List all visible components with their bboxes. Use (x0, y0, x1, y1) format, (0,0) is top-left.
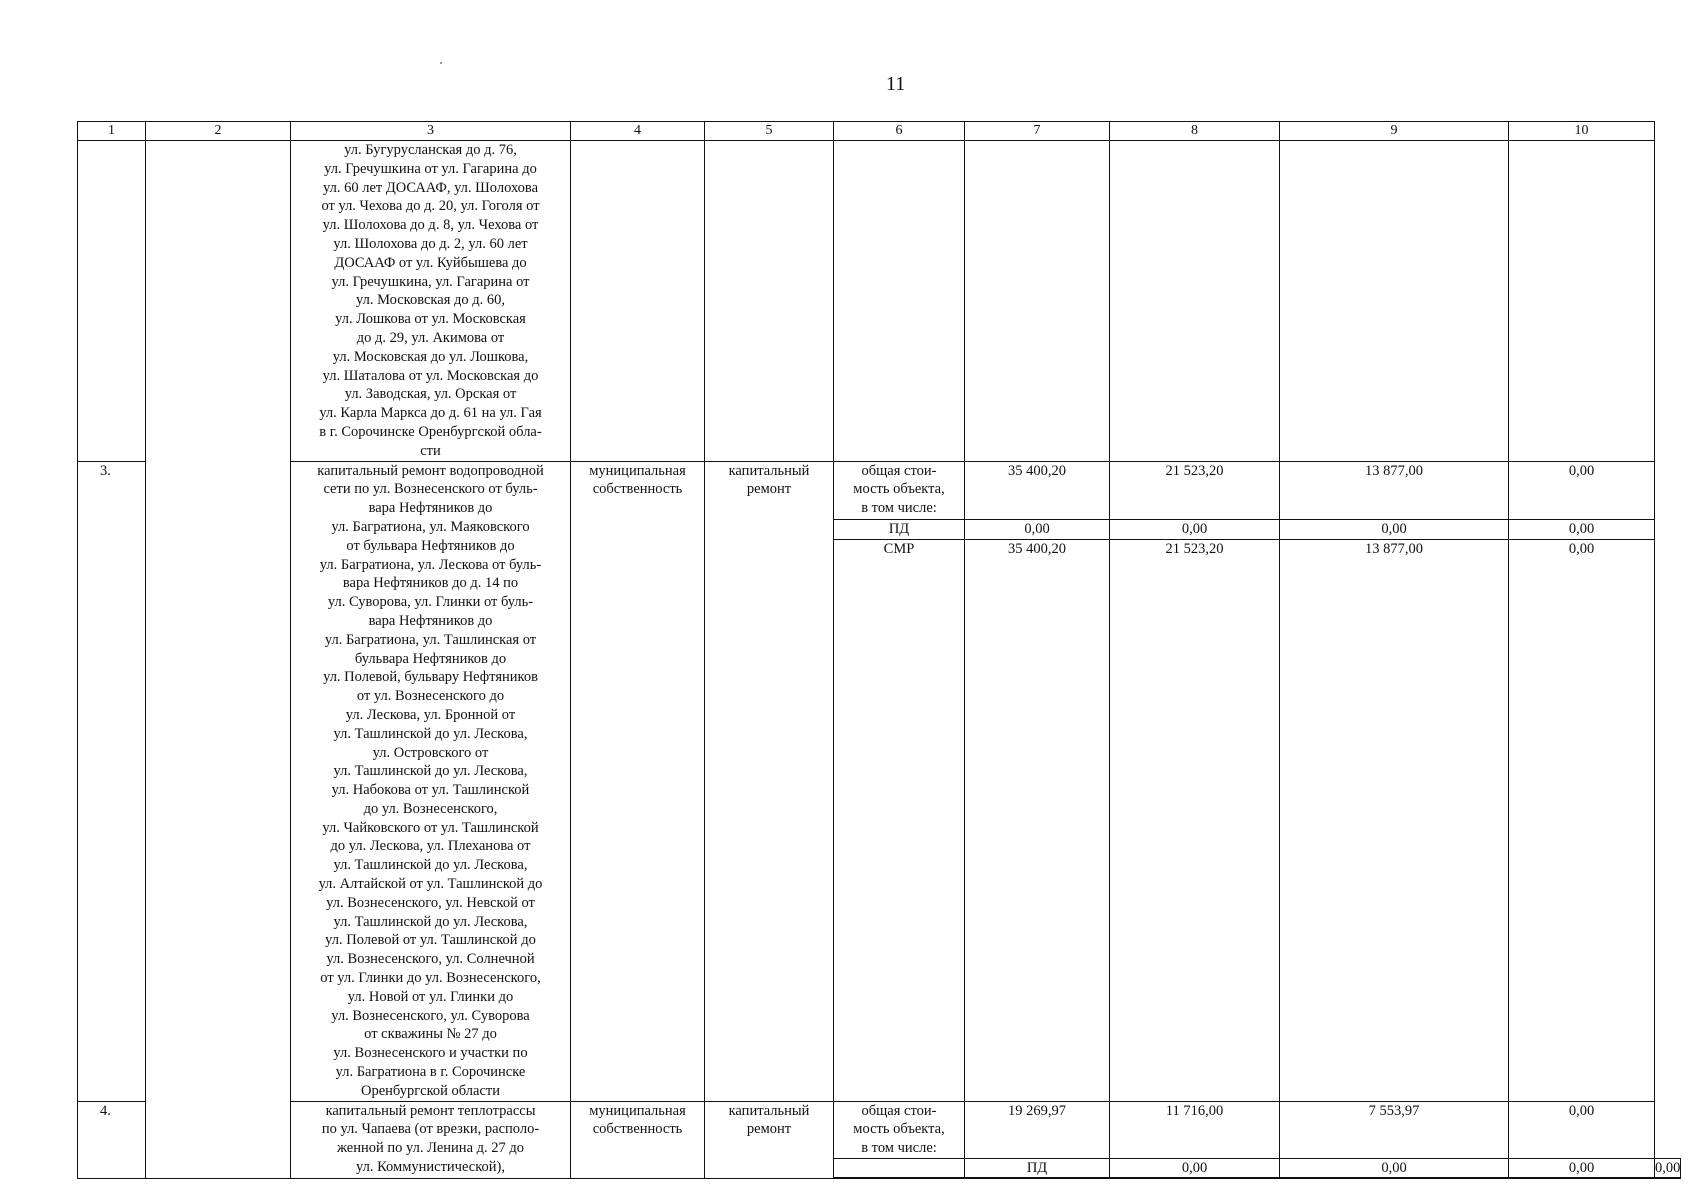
value-cell: 35 400,20 (965, 539, 1110, 1101)
table-row (78, 141, 1681, 462)
header-cell: 9 (1280, 122, 1509, 141)
header-cell: 3 (291, 122, 571, 141)
address-cell: капитальный ремонт теплотрассы по ул. Чапаева (от врезки, располо- женной по ул. Ленина д. 27 до ул. Коммунистической), (291, 1101, 571, 1178)
work-type-cell: капитальный ремонт (705, 461, 834, 1101)
header-cell: 4 (571, 122, 705, 141)
value-cell: 35 400,20 (965, 461, 1110, 520)
address-cell: ул. Бугурусланская до д. 76, ул. Гречушкина от ул. Гагарина до ул. 60 лет ДОСААФ, ул. Шолохова от ул. Чехова до д. 20, ул. Гоголя от ул. Шолохова до д. 8, ул. Чехова от ул. Шолохова до д. 2, ул. 60 лет ДОСААФ от ул. Куйбышева до ул. Гречушкина, ул. Гагарина от ул. Московская до д. 60, ул. Лошкова от ул. Московская до д. 29, ул. Акимова от ул. Московская до ул. Лошкова, ул. Шаталова от ул. Московская до ул. Заводская, ул. Орская от ул. Карла Маркса до д. 61 на ул. Гая в г. Сорочинске Оренбургской обла- сти (291, 141, 571, 462)
cost-label-cell: ПД (965, 1159, 1110, 1179)
value-cell: 19 269,97 (965, 1101, 1110, 1158)
cost-label-cell: общая стои- мость объекта, в том числе: (834, 1101, 965, 1158)
page-number-text: 11 (886, 73, 906, 95)
value-cell: 0,00 (1509, 461, 1655, 520)
budget-table-container (77, 121, 1681, 1179)
ownership-cell: муниципальная собственность (571, 461, 705, 1101)
header-cell: 2 (146, 122, 291, 141)
work-type-cell: капитальный ремонт (705, 1101, 834, 1178)
value-cell: 21 523,20 (1110, 539, 1280, 1101)
budget-table (77, 121, 1681, 1179)
value-cell: 0,00 (1110, 520, 1280, 540)
value-cell: 21 523,20 (1110, 461, 1280, 520)
cost-label-cell: общая стои- мость объекта, в том числе: (834, 461, 965, 520)
header-row (78, 122, 1681, 141)
value-cell: 11 716,00 (1110, 1101, 1280, 1158)
header-cell: 10 (1509, 122, 1655, 141)
value-cell: 0,00 (1280, 520, 1509, 540)
value-cell: 0,00 (1280, 1159, 1509, 1179)
value-cell: 0,00 (1110, 1159, 1280, 1179)
program-cell (146, 141, 291, 1179)
value-cell: 0,00 (1509, 539, 1655, 1101)
value-cell: 13 877,00 (1280, 539, 1509, 1101)
header-cell: 5 (705, 122, 834, 141)
value-cell: 13 877,00 (1280, 461, 1509, 520)
value-cell: 7 553,97 (1280, 1101, 1509, 1158)
table-row (78, 1101, 1681, 1158)
value-cell: 0,00 (1509, 1101, 1655, 1158)
value-cell: 0,00 (1655, 1160, 1681, 1177)
address-cell: капитальный ремонт водопроводной сети по ул. Вознесенского от буль- вара Нефтяников до ул. Багратиона, ул. Маяковского от бульвара Нефтяников до ул. Багратиона, ул. Лескова от буль- вара Нефтяников до д. 14 по ул. Суворова, ул. Глинки от буль- вара Нефтяников до ул. Багратиона, ул. Ташлинская от бульвара Нефтяников до ул. Полевой, бульвару Нефтяников от ул. Вознесенского до ул. Лескова, ул. Бронной от ул. Ташлинской до ул. Лескова, ул. Островского от ул. Ташлинской до ул. Лескова, ул. Набокова от ул. Ташлинской до ул. Вознесенского, ул. Чайковского от ул. Ташлинской до ул. Лескова, ул. Плеханова от ул. Ташлинской до ул. Лескова, ул. Алтайской от ул. Ташлинской до ул. Вознесенского, ул. Невской от ул. Ташлинской до ул. Лескова, ул. Полевой от ул. Ташлинской до ул. Вознесенского, ул. Солнечной от ул. Глинки до ул. Вознесенского, ул. Новой от ул. Глинки до ул. Вознесенского, ул. Суворова от скважины № 27 до ул. Вознесенского и участки по ул. Багратиона в г. Сорочинске Оренбургской области (291, 461, 571, 1101)
header-cell: 1 (78, 122, 146, 141)
header-cell: 8 (1110, 122, 1280, 141)
value-cell: 0,00 (965, 520, 1110, 540)
ownership-cell: муниципальная собственность (571, 1101, 705, 1178)
header-cell: 6 (834, 122, 965, 141)
cost-label-cell: ПД (834, 520, 965, 540)
header-cell: 7 (965, 122, 1110, 141)
scan-speck (440, 62, 442, 64)
table-row (78, 461, 1681, 520)
value-cell: 0,00 (1509, 520, 1655, 540)
row-number: 4. (78, 1101, 146, 1178)
cost-label-cell: СМР (834, 539, 965, 1101)
row-number: 3. (78, 461, 146, 1101)
value-cell: 0,00 (1509, 1159, 1655, 1179)
